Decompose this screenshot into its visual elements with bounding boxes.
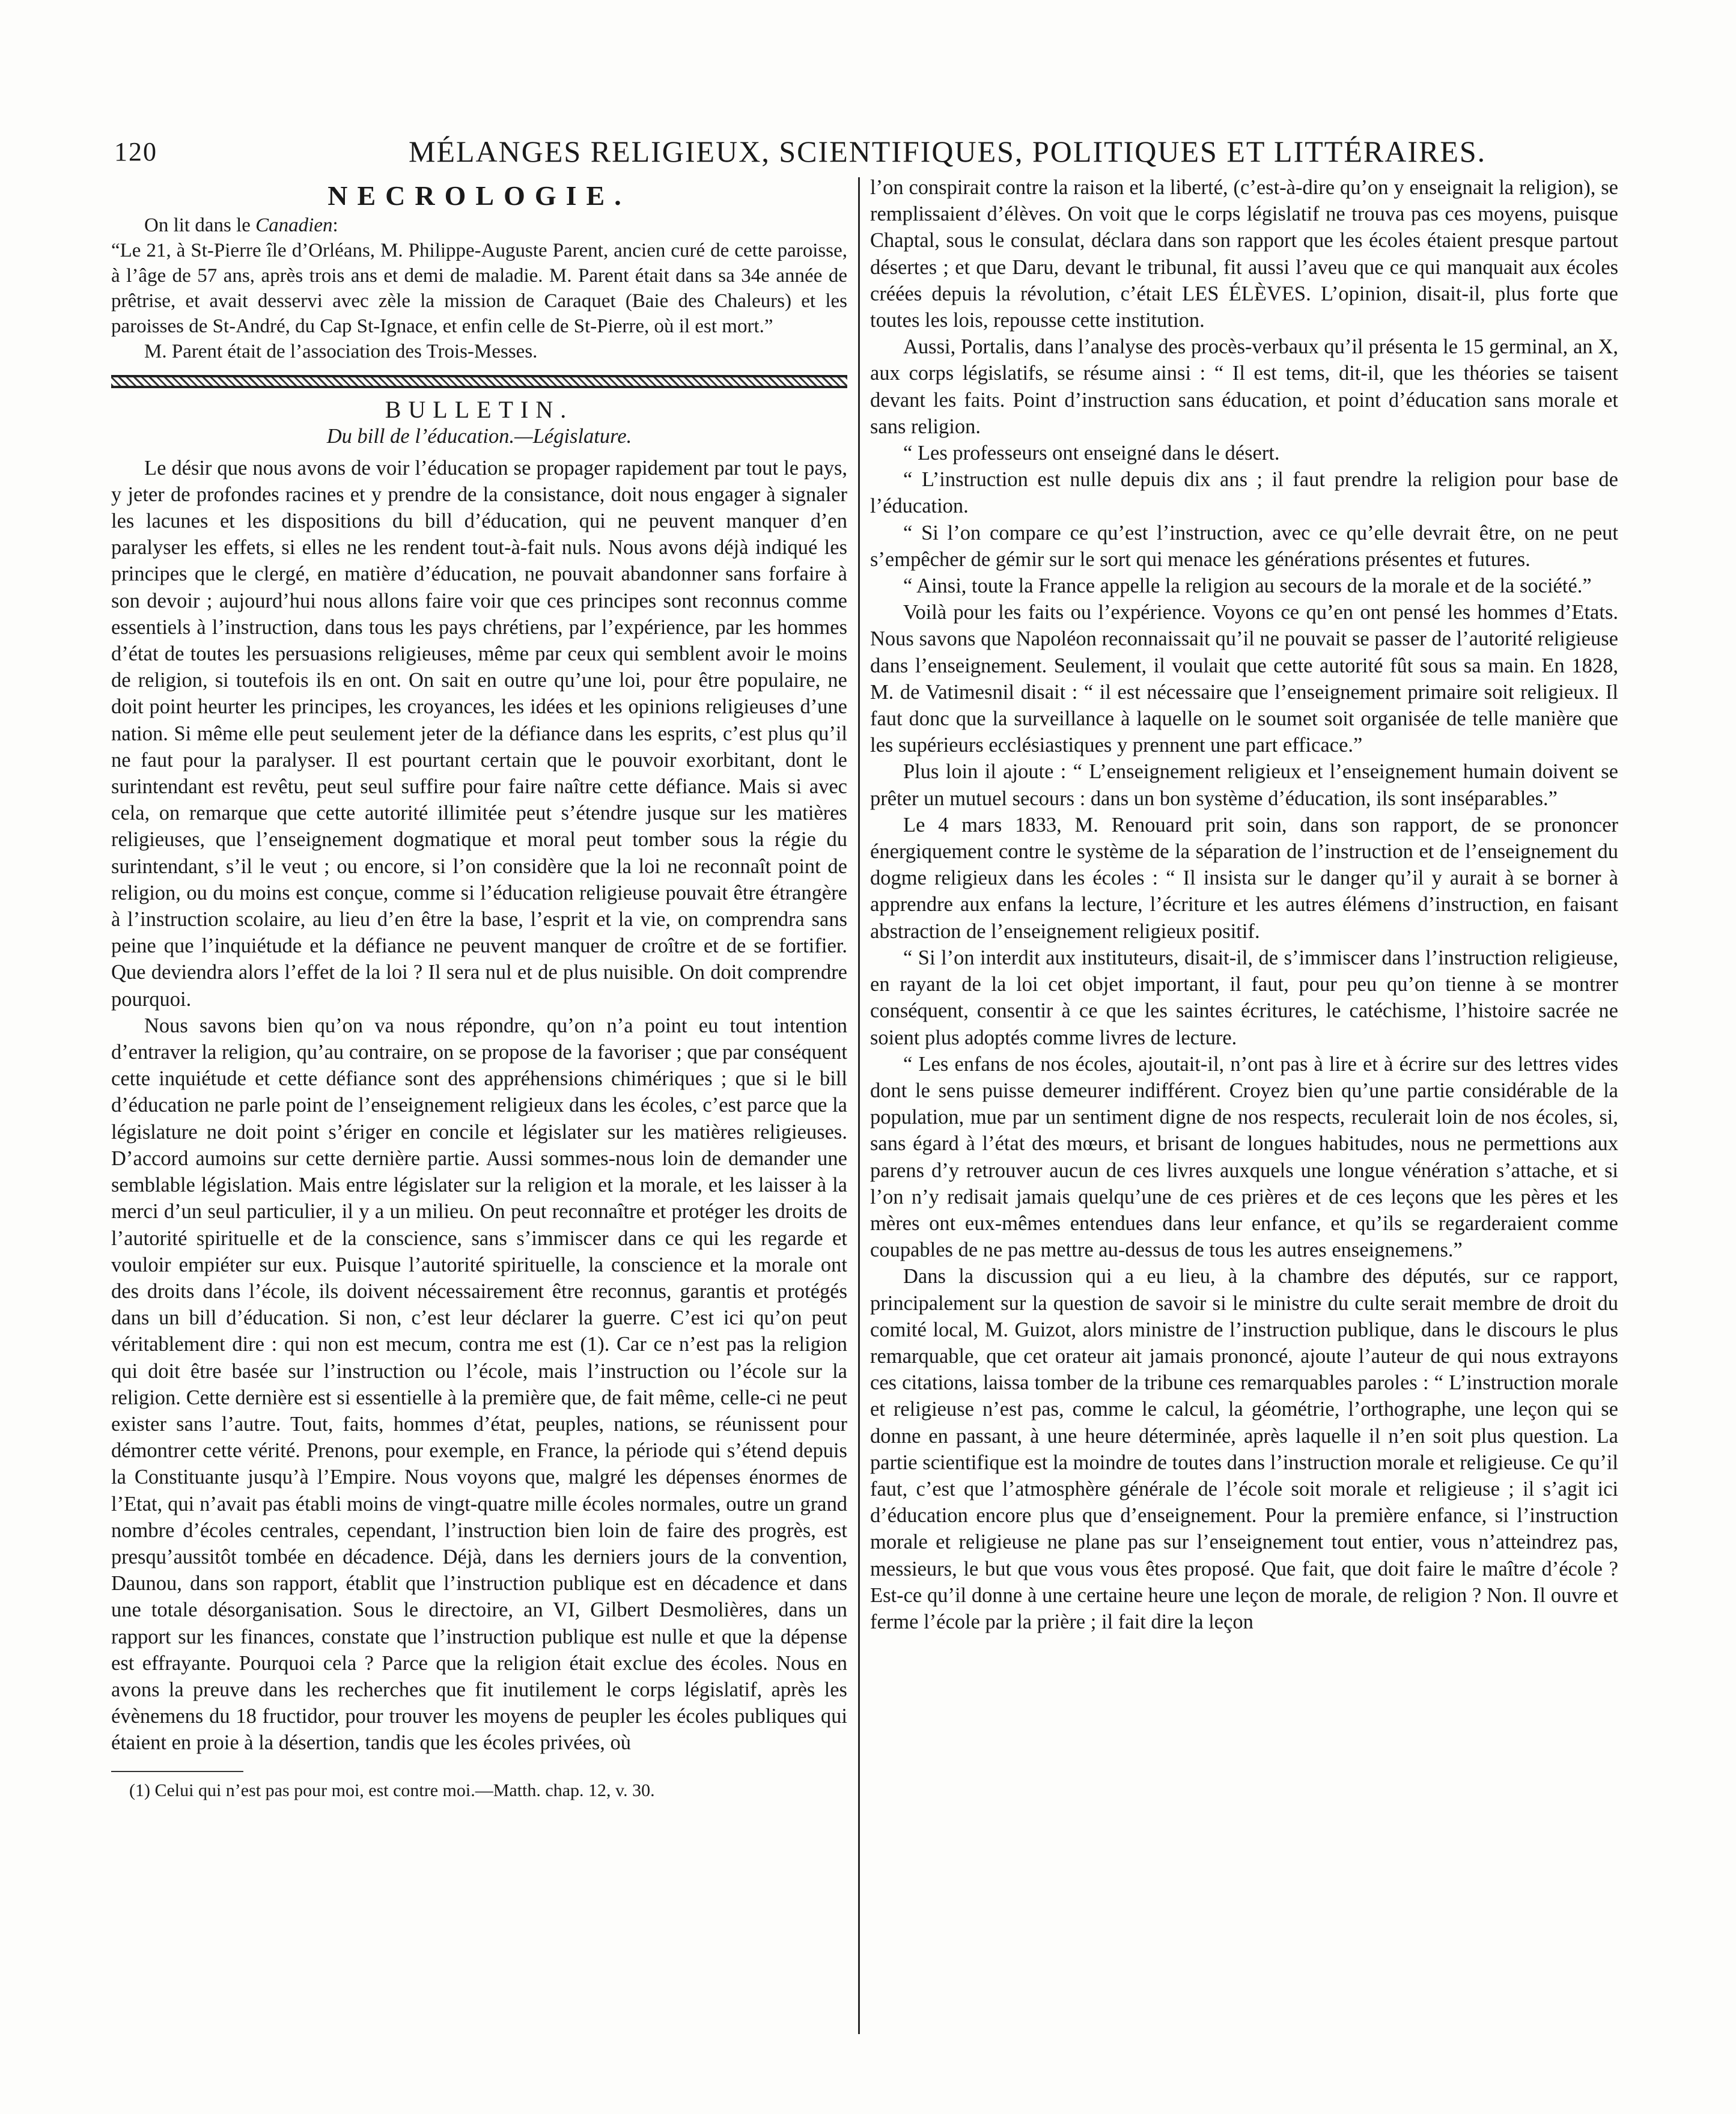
- footnote-rule: [111, 1771, 243, 1772]
- page-header: [90, 123, 1652, 171]
- body-paragraph: “ Les enfans de nos écoles, ajoutait-il, n’ont pas à lire et à écrire sur des lettres vides dont le sens puisse demeurer indifférent. Croyez bien qu’une partie considérable de la population, mue par un sentiment digne de nos respects, reculerait loin de nos écoles, si, sans égard à l’état des mœurs, et brisant de longues habitudes, nous ne permettions aux parens d’y retrouver aucun de ces livres auxquels une longue vénération s’attache, et si l’on n’y redisait jamais quelqu’une de ces prières et de ces leçons que les pères et les mères ont eux-mêmes entendues dans leur enfance, et qu’ils se regarderaient comme coupables de ne pas mettre au-dessus de tous les autres enseignemens.”: [870, 1052, 1618, 1262]
- body-paragraph: Voilà pour les faits ou l’expérience. Voyons ce qu’en ont pensé les hommes d’Etats. Nous savons que Napoléon reconnaissait qu’il ne pouvait se passer de l’autorité religieuse dans l’enseignement. Seulement, il voulait que cette autorité fût sous sa main. En 1828, M. de Vatimesnil disait : “ il est nécessaire que l’enseignement primaire soit religieux. Il faut donc que la surveillance à laquelle on le soumet soit organisée de telle manière que les supérieurs ecclésiastiques y prennent une part efficace.”: [870, 601, 1618, 757]
- necrologie-text: “Le 21, à St-Pierre île d’Orléans, M. Philippe-Auguste Parent, ancien curé de cette paroisse, à l’âge de 57 ans, après trois ans et demi de maladie. M. Parent était dans sa 34e année de prêtrise, et avait desservi avec zèle la mission de Caraquet (Baie des Chaleurs) et les paroisses de St-André, du Cap St-Ignace, et enfin celle de St-Pierre, où il est mort.”: [111, 240, 847, 338]
- body-paragraph: Le 4 mars 1833, M. Renouard prit soin, dans son rapport, de se prononcer énergiquement contre le système de la séparation de l’instruction et de l’enseignement du dogme religieux dans les écoles : “ Il insista sur le danger qu’il y aurait à se borner à apprendre aux enfans la lecture, l’écriture et les autres élémens d’instruction, en faisant abstraction de l’enseignement religieux positif.: [870, 813, 1618, 943]
- body-paragraph: “ Les professeurs ont enseigné dans le désert.: [903, 442, 1280, 465]
- bulletin-subtitle: Du bill de l’éducation.—Législature.: [326, 425, 632, 448]
- body-paragraph: Nous savons bien qu’on va nous répondre, qu’on n’a point eu tout intention d’entraver la religion, qu’au contraire, on se propose de la favoriser ; que par conséquent cette inquiétude et cette défiance sont des appréhensions chimériques ; que si le bill d’éducation ne parle point de l’enseignement religieux dans les écoles, c’est parce que la législature ne doit point s’ériger en concile et législater sur les matières religieuses. D’accord aumoins sur cette dernière partie. Aussi sommes-nous loin de demander une semblable législation. Mais entre législater sur la religion et la morale, et les laisser à la merci d’un seul particulier, il y a un milieu. On peut reconnaître et protéger les droits de l’autorité spirituelle et de la conscience, sans s’immiscer dans ce qui les regarde et vouloir empiéter sur eux. Puisque l’autorité spirituelle, la conscience et la morale ont des droits dans l’école, ils doivent nécessairement être reconnus, garantis et protégés dans un bill d’éducation. Si non, c’est leur déclarer la guerre. C’est ici qu’on peut véritablement dire : qui non est mecum, contra me est (1). Car ce n’est pas la religion qui doit être basée sur l’instruction ou l’école, mais l’instruction ou l’école sur la religion. Cette dernière est si essentielle à la première que, de fait même, celle-ci ne peut exister sans l’autre. Tout, faits, hommes d’état, peuples, nations, se réunissent pour démontrer cette vérité. Prenons, pour exemple, en France, la période qui s’étend depuis la Constituante jusqu’à l’Empire. Nous voyons que, malgré les dépenses énormes de l’Etat, qui n’avait pas établi moins de vingt-quatre mille écoles normales, outre un grand nombre d’écoles centrales, cependant, l’instruction bien loin de faire des progrès, est presqu’aussitôt tombée en décadence. Déjà, dans les derniers jours de la convention, Daunou, dans son rapport, établit que l’instruction publique est en décadence et dans une totale désorganisation. Sous le directoire, an VI, Gilbert Desmolières, dans un rapport sur les finances, constate que l’instruction publique est nulle et que la dépense est effrayante. Pourquoi cela ? Parce que la religion était exclue des écoles. Nous en avons la preuve dans les recherches que fit inutilement le corps législatif, après les évènemens du 18 fructidor, pour trouver les moyens de peupler les écoles publiques qui étaient en proie à la désertion, tandis que les écoles privées, où: [111, 1014, 847, 1755]
- body-paragraph: “ Si l’on compare ce qu’est l’instruction, avec ce qu’elle devrait être, on ne peut s’empêcher de gémir sur le sort qui menace les générations présentes et futures.: [870, 521, 1618, 571]
- section-divider: [111, 375, 847, 388]
- necrologie-title: NECROLOGIE.: [327, 180, 631, 211]
- bulletin-title: BULLETIN.: [385, 396, 574, 424]
- running-title: MÉLANGES RELIGIEUX, SCIENTIFIQUES, POLITIQUES ET LITTÉRAIRES.: [409, 135, 1487, 168]
- body-paragraph: Dans la discussion qui a eu lieu, à la chambre des députés, sur ce rapport, principalement sur la question de savoir si le ministre du culte serait membre de droit du comité local, M. Guizot, alors ministre de l’instruction publique, dans le discours le plus remarquable, que cet orateur ait jamais prononcé, ajoute l’auteur de qui nous extrayons ces citations, laissa tomber de la tribune ces remarquables paroles : “ L’instruction morale et religieuse n’est pas, comme le calcul, la géométrie, l’orthographe, une leçon qui se donne en passant, à une heure déterminée, après laquelle il n’en soit plus question. La partie scientifique est la moindre de toutes dans l’instruction morale et religieuse. Ce qu’il faut, c’est que l’atmosphère générale de l’école soit morale et religieuse ; il s’agit ici d’éducation encore plus que d’enseignement. Pour la première enfance, si l’instruction morale et religieuse ne plane pas sur l’enseignement tout entier, vous n’atteindrez pas, messieurs, le but que vous vous êtes proposé. Que fait, que doit faire le maître d’école ? Est-ce qu’il donne à une certaine heure une leçon de morale, de religion ? Non. Il ouvre et ferme l’école par la prière ; il fait dire la leçon: [870, 1265, 1618, 1633]
- right-column: [870, 174, 1618, 1635]
- column-rule: [858, 177, 860, 2034]
- body-paragraph: Plus loin il ajoute : “ L’enseignement religieux et l’enseignement humain doivent se prêter un mutuel secours : dans un bon système d’éducation, ils sont inséparables.”: [870, 760, 1618, 810]
- necrologie-section: [111, 213, 847, 364]
- body-paragraph: l’on conspirait contre la raison et la liberté, (c’est-à-dire qu’on y enseignait la religion), se remplissaient d’élèves. On voit que le corps législatif ne trouva pas ces moyens, puisque Chaptal, sous le consulat, déclara dans son rapport que les écoles étaient presque partout désertes ; et que Daru, devant le tribunal, fit aussi l’aveu que ce qui manquait aux écoles créées depuis la révolution, c’était LES ÉLÈVES. L’opinion, disait-il, plus forte que toutes les lois, repousse cette institution.: [870, 176, 1618, 332]
- body-paragraph: Le désir que nous avons de voir l’éducation se propager rapidement par tout le pays, y jeter de profondes racines et y prendre de la consistance, doit nous engager à signaler les lacunes et les dispositions du bill d’éducation, qui ne peuvent manquer d’en paralyser les effets, si elles ne les rendent tout-à-fait nuls. Nous avons déjà indiqué les principes que le clergé, en matière d’éducation, ne pouvait abandonner sans forfaire à son devoir ; aujourd’hui nous allons faire voir que ces principes sont reconnus comme essentiels à l’instruction, dans tous les pays chrétiens, par l’expérience, par les hommes d’état de toutes les persuasions religieuses, même par ceux qui semblent avoir le moins de religion, si toutefois ils en ont. On sait en outre qu’une loi, pour être populaire, ne doit point heurter les principes, les croyances, les idées et les opinions religieuses d’une nation. Si même elle peut seulement jeter de la défiance dans les esprits, c’est plus qu’il ne faut pour la paralyser. Il est pourtant certain que le pouvoir exorbitant, dont le surintendant est revêtu, peut seul suffire pour faire naître cette défiance. Mais si avec cela, on remarque que cette autorité illimitée peut s’étendre jusque sur les matières religieuses, que l’enseignement dogmatique et moral peut tomber sous la régie du surintendant, s’il le veut ; ou encore, si l’on considère que la loi ne reconnaît point de religion, ou du moins est conçue, comme si l’éducation religieuse pouvait être étrangère à l’instruction scolaire, au lieu d’en être la base, l’esprit et la vie, on comprendra sans peine que l’inquiétude et la défiance ne peuvent manquer de croître et de se fortifier. Que deviendra alors l’effet de la loi ? Il sera nul et de plus nuisible. On doit comprendre pourquoi.: [111, 456, 847, 1011]
- body-paragraph: Aussi, Portalis, dans l’analyse des procès-verbaux qu’il présenta le 15 germinal, an X, aux corps législatifs, se résume ainsi : “ Il est tems, dit-il, que les théories se taisent devant les faits. Point d’instruction sans éducation, et point d’éducation sans morale et sans religion.: [870, 335, 1618, 438]
- body-paragraph: “ L’instruction est nulle depuis dix ans ; il faut prendre la religion pour base de l’éducation.: [870, 468, 1618, 518]
- necrologie-signature: M. Parent était de l’association des Trois-Messes.: [144, 341, 538, 363]
- left-column: [111, 174, 847, 1802]
- footnote: (1) Celui qui n’est pas pour moi, est contre moi.—Matth. chap. 12, v. 30.: [129, 1780, 655, 1800]
- body-paragraph: “ Ainsi, toute la France appelle la religion au secours de la morale et de la société.”: [903, 574, 1592, 598]
- page-number: 120: [114, 137, 157, 166]
- body-paragraph: “ Si l’on interdit aux instituteurs, disait-il, de s’immiscer dans l’instruction religieuse, en rayant de la loi cet objet important, il faut, pour peu qu’on tienne à se montrer conséquent, consentir à ce que les saintes écritures, le catéchisme, l’histoire sacrée ne soient plus adoptés comme livres de lecture.: [870, 946, 1618, 1049]
- necrologie-intro: On lit dans le Canadien:: [144, 215, 338, 237]
